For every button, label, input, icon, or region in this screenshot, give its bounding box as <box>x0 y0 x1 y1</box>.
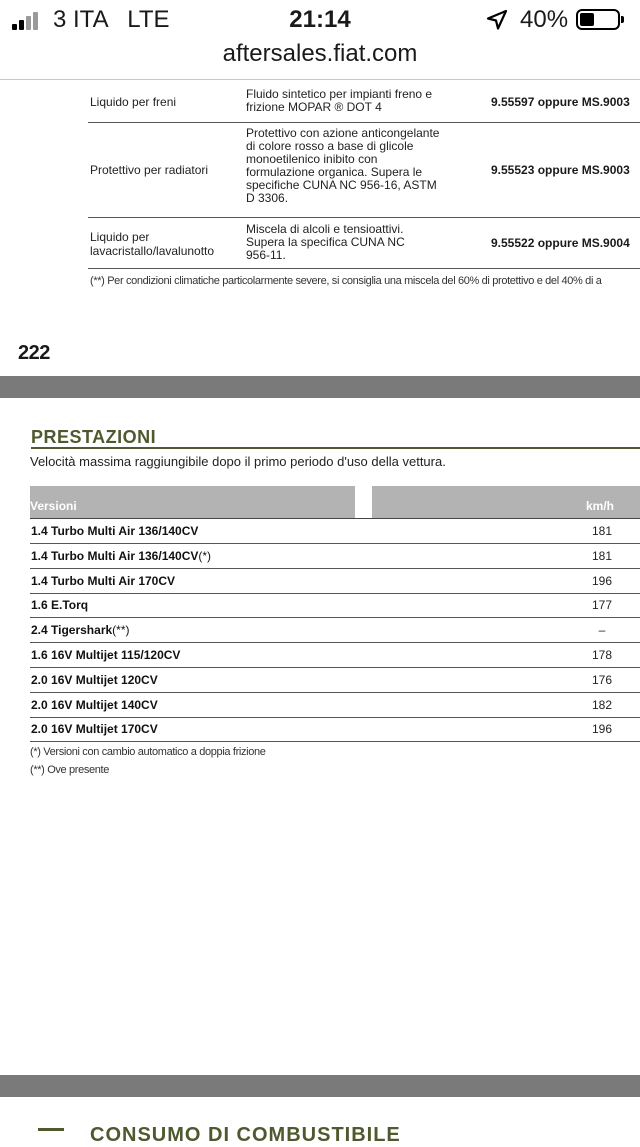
fluid-row <box>88 123 640 218</box>
footnote: (*) Versioni con cambio automatico a doppia frizione <box>30 746 266 758</box>
version-name <box>31 698 158 712</box>
header-versions-label: Versioni <box>30 499 77 513</box>
max-speed: 182 <box>591 697 613 712</box>
fluid-code: 9.55522 oppure MS.9004 <box>491 236 630 250</box>
fluid-description: Protettivo con azione anticongelante di colore rosso a base di glicole monoetilenico inibito con formulazione organica. Supera le specifiche CUNA NC 956-16, ASTM D 3306. <box>246 126 440 205</box>
table-row <box>30 618 640 643</box>
table-header-versions <box>30 486 355 518</box>
footnote: (**) Ove presente <box>30 764 110 776</box>
table-row <box>30 519 640 544</box>
header-unit-label: km/h <box>586 499 615 513</box>
version-name <box>31 524 198 538</box>
version-name <box>31 598 88 612</box>
fluid-description: Miscela di alcoli e tensioattivi. Supera la specifica CUNA NC 956-11. <box>246 222 405 262</box>
version-footnote-ref: (**) <box>112 623 130 638</box>
fluid-name: Liquido per freni <box>90 95 177 109</box>
max-speed: 176 <box>591 672 613 687</box>
max-speed: 181 <box>591 548 613 563</box>
version-label: 2.4 Tigershark <box>31 623 113 638</box>
version-label: 2.0 16V Multijet 120CV <box>31 672 158 687</box>
status-time: 21:14 <box>289 6 351 33</box>
table-row <box>30 643 640 668</box>
fluid-row <box>88 218 640 269</box>
section-marker-icon <box>38 1128 64 1131</box>
version-name <box>31 722 158 736</box>
fluid-code: 9.55523 oppure MS.9003 <box>491 163 630 177</box>
version-name <box>31 549 211 563</box>
fluid-name: Liquido per lavacristallo/lavalunotto <box>90 230 215 258</box>
version-label: 1.4 Turbo Multi Air 170CV <box>31 573 176 588</box>
max-speed: – <box>598 623 606 638</box>
status-bar <box>0 0 640 40</box>
max-speed: 196 <box>591 573 613 588</box>
version-footnote-ref: (*) <box>198 548 212 563</box>
version-label: 2.0 16V Multijet 170CV <box>31 722 158 737</box>
version-label: 1.6 16V Multijet 115/120CV <box>31 648 181 662</box>
toolbar-divider <box>0 79 640 80</box>
fluid-code: 9.55597 oppure MS.9003 <box>491 95 630 109</box>
fluid-description: Fluido sintetico per impianti freno e frizione MOPAR ® DOT 4 <box>246 87 433 114</box>
title-underline <box>31 447 640 449</box>
max-speed: 177 <box>591 598 613 613</box>
table-header-unit <box>372 486 640 518</box>
table-row <box>30 569 640 594</box>
table-row <box>30 717 640 742</box>
version-label: 1.6 E.Torq <box>31 598 89 613</box>
table-row <box>30 544 640 569</box>
table-row <box>30 693 640 718</box>
max-speed: 196 <box>591 722 613 737</box>
version-label: 1.4 Turbo Multi Air 136/140CV <box>31 524 199 538</box>
version-name <box>31 574 175 588</box>
battery-percentage: 40% <box>520 6 569 33</box>
max-speed: 181 <box>591 524 613 538</box>
next-section-title: CONSUMO DI COMBUSTIBILE <box>90 1124 401 1146</box>
page-separator <box>0 376 640 398</box>
location-arrow-icon <box>486 9 508 31</box>
max-speed: 178 <box>591 648 613 662</box>
version-name <box>31 623 130 637</box>
section-subtitle: Velocità massima raggiungibile dopo il primo periodo d'uso della vettura. <box>30 454 446 469</box>
version-name <box>31 673 158 687</box>
table-row <box>30 593 640 618</box>
carrier-label: 3 ITA LTE <box>53 6 170 33</box>
section-title: PRESTAZIONI <box>31 427 157 447</box>
fluid-name: Protettivo per radiatori <box>90 163 209 177</box>
version-name <box>31 648 180 662</box>
table-row <box>30 668 640 693</box>
battery-icon <box>576 9 620 30</box>
address-bar[interactable]: aftersales.fiat.com <box>222 40 418 67</box>
fluid-row <box>88 84 640 123</box>
version-label: 1.4 Turbo Multi Air 136/140CV <box>31 548 199 563</box>
version-label: 2.0 16V Multijet 140CV <box>31 697 158 712</box>
page-number: 222 <box>18 342 50 364</box>
fluids-footnote: (**) Per condizioni climatiche particolarmente severe, si consiglia una miscela del 60% di protettivo e del 40% di a <box>90 275 602 287</box>
page-separator <box>0 1075 640 1097</box>
